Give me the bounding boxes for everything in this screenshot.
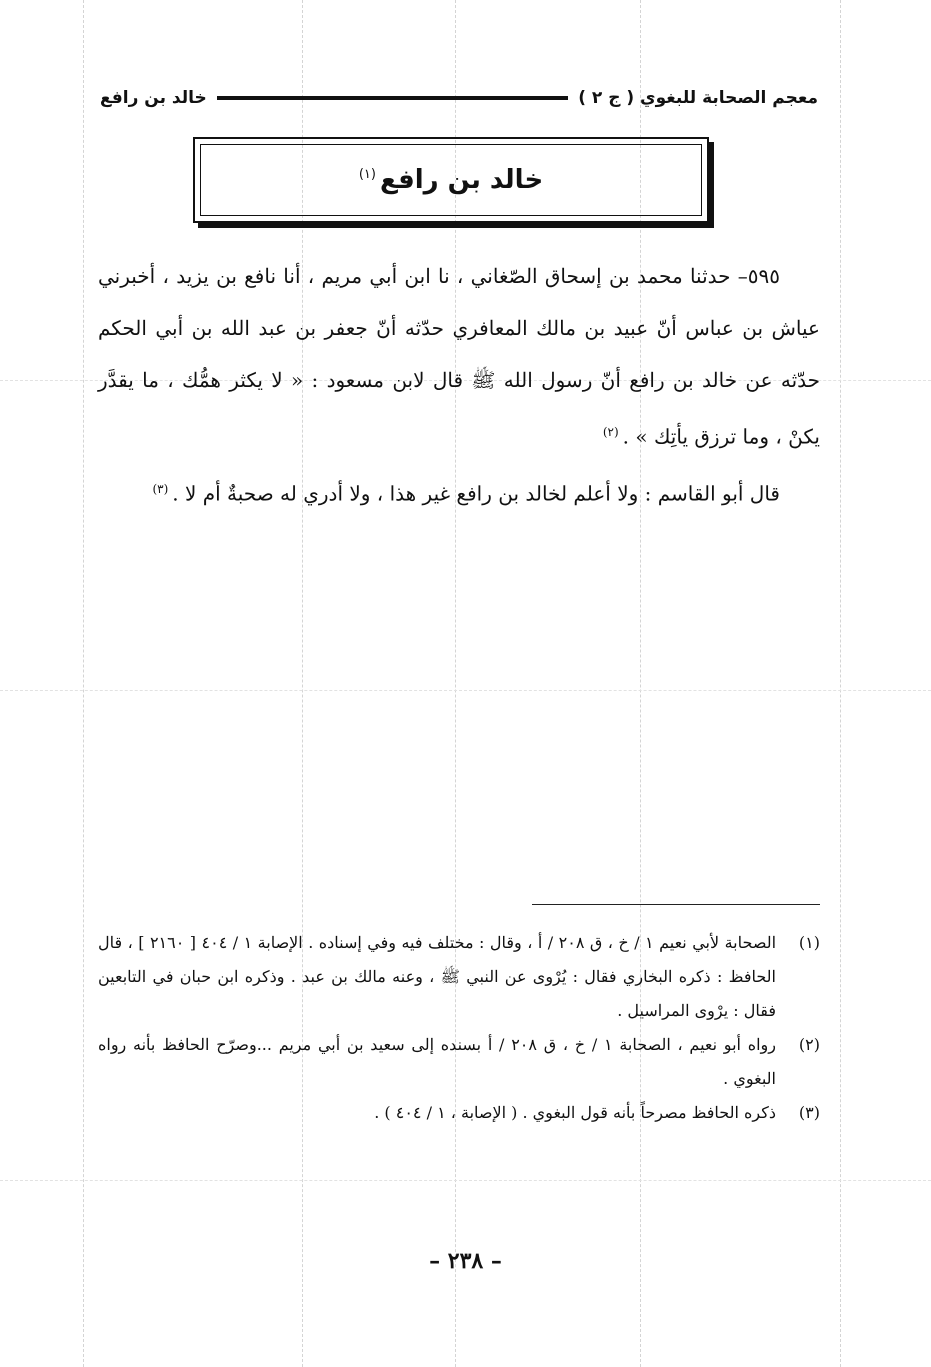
running-head-rule <box>217 96 568 100</box>
entry-title-text: خالد بن رافع <box>379 165 544 195</box>
page-number: – ٢٣٨ – <box>429 1248 502 1274</box>
entry-title-box <box>193 137 709 223</box>
hadith-footnote-ref: (٢) <box>602 425 619 439</box>
footnotes <box>98 926 820 1130</box>
hadith-paragraph <box>98 250 820 463</box>
running-head-entry-name: خالد بن رافع <box>100 88 207 108</box>
footnote-number: (١) <box>798 933 820 952</box>
title-footnote-ref: (١) <box>358 167 376 183</box>
scan-guide-line <box>0 1180 931 1181</box>
footnote-item <box>98 926 820 1028</box>
footnote-number: (٢) <box>798 1035 820 1054</box>
footnote-separator <box>532 904 820 905</box>
scan-guide-line <box>0 690 931 691</box>
hadith-text: ٥٩٥– حدثنا محمد بن إسحاق الصّغاني ، نا ابن أبي مريم ، أنا نافع بن يزيد ، أخبرني عياش بن عباس أنّ عبيد بن مالك المعافري حدّثه أنّ جعفر بن عبد الله بن أبي الحكم حدّثه عن خالد بن رافع أنّ رسول الله ﷺ قال لابن مسعود : « لا يكثر همُّك ، ما يقدَّر يكنْ ، وما ترزق يأتِك » . <box>98 264 820 449</box>
entry-title <box>359 165 543 195</box>
comment-paragraph <box>98 463 820 520</box>
footnote-text: الصحابة لأبي نعيم ١ / خ ، ق ٢٠٨ / أ ، وقال : مختلف فيه وفي إسناده . الإصابة ١ / ٤٠٤ [ ٢١٦٠ ] ، قال الحافظ : ذكره البخاري فقال : يُرْوى عن النبي ﷺ ، وعنه مالك بن عبد . وذكره ابن حبان في التابعين فقال : يرْوى المراسيل . <box>98 933 777 1020</box>
running-head <box>100 84 818 112</box>
comment-text: قال أبو القاسم : ولا أعلم لخالد بن رافع غير هذا ، ولا أدري له صحبةٌ أم لا . <box>172 481 780 506</box>
footnote-number: (٣) <box>798 1103 820 1122</box>
body-text <box>98 250 820 519</box>
footnote-item <box>98 1096 820 1130</box>
footnote-item <box>98 1028 820 1096</box>
running-head-book-title: معجم الصحابة للبغوي ( ج ٢ ) <box>578 88 818 108</box>
scan-guide-line <box>840 0 841 1367</box>
footnote-text: ذكره الحافظ مصرحاً بأنه قول البغوي . ( الإصابة ، ١ / ٤٠٤ ) . <box>374 1103 776 1122</box>
comment-footnote-ref: (٣) <box>152 481 169 496</box>
footnote-text: رواه أبو نعيم ، الصحابة ١ / خ ، ق ٢٠٨ / أ بسنده إلى سعيد بن أبي مريم ...وصرّح الحافظ بأنه رواه البغوي . <box>98 1035 776 1088</box>
scan-guide-line <box>83 0 84 1367</box>
